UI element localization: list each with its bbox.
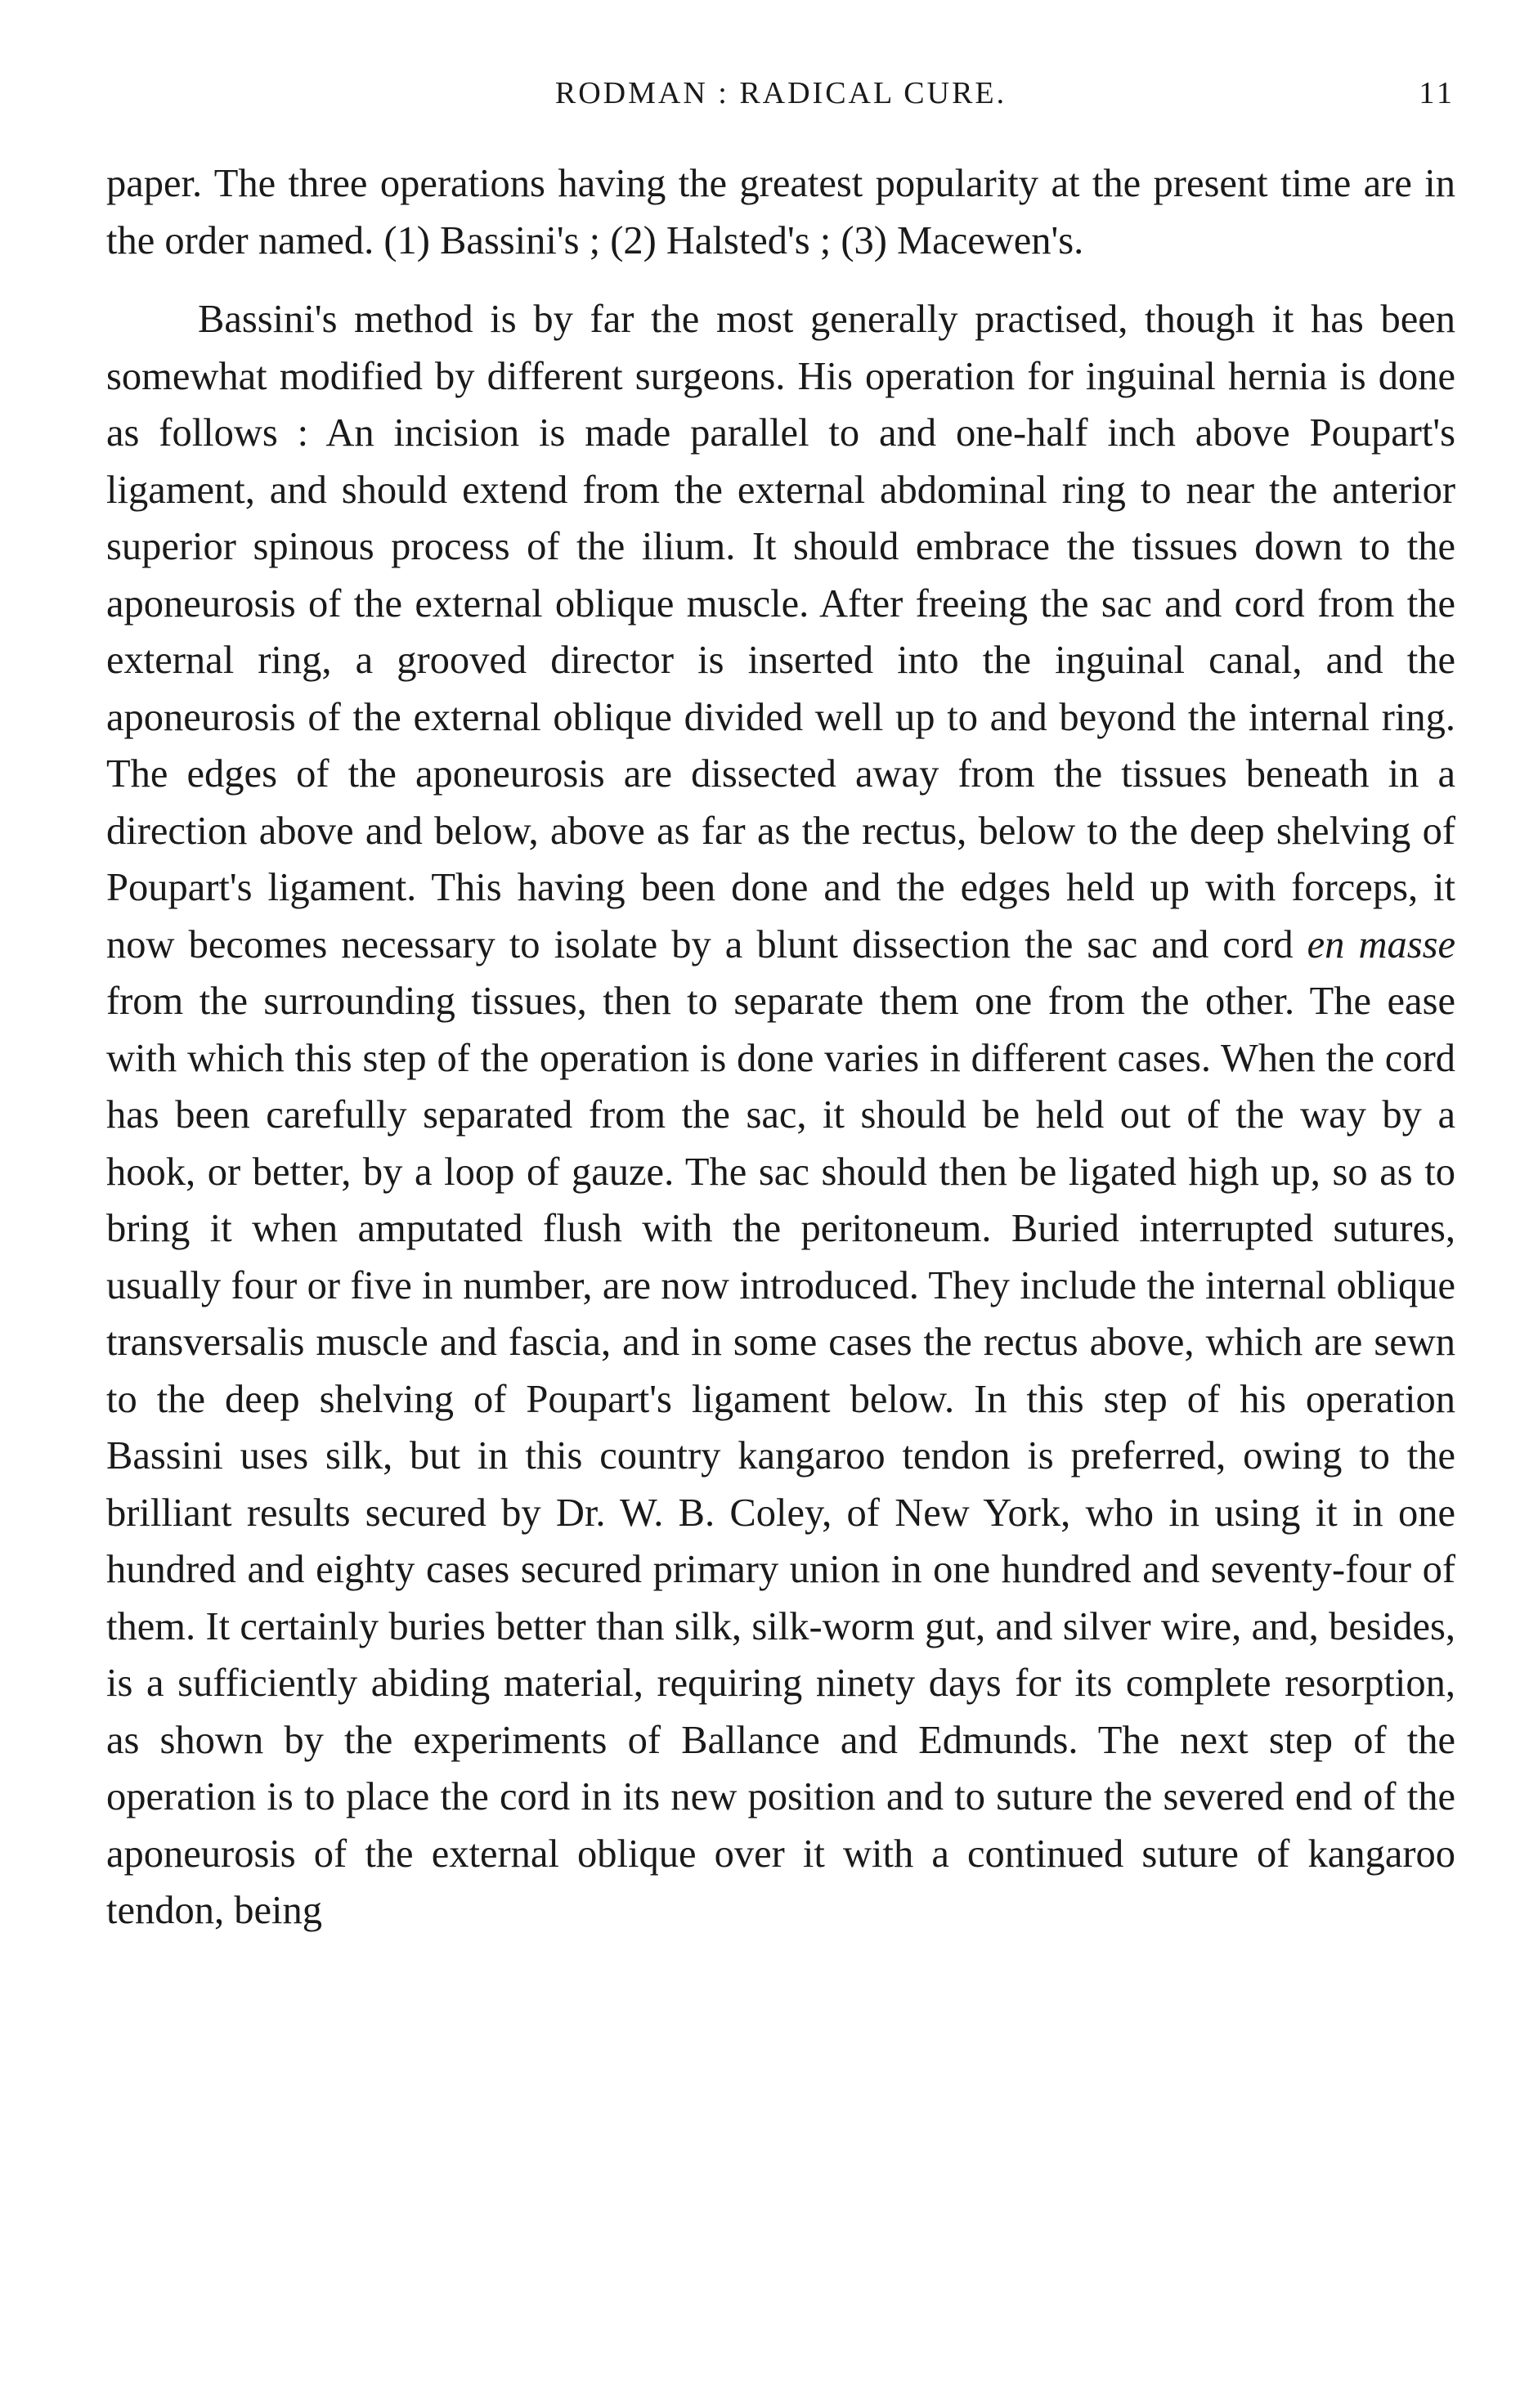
paragraph-2-text-end: from the surrounding tissues, then to separate them one from the other. The ease with which this step of the operation is done varies in different cases. When the cord has been carefully separated from the sac, it should be held out of the way by a hook, or better, by a loop of gauze. The sac should then be ligated high up, so as to bring it when amputated flush with the peritoneum. Buried interrupted sutures, usually four or five in number, are now introduced. They include the internal oblique transversalis muscle and fascia, and in some cases the rectus above, which are sewn to the deep shelving of Poupart's ligament below. In this step of his operation Bassini uses silk, but in this country kangaroo tendon is preferred, owing to the brilliant results secured by Dr. W. B. Coley, of New York, who in using it in one hundred and eighty cases secured primary union in one hundred and seventy-four of them. It certainly buries better than silk, silk-worm gut, and silver wire, and, besides, is a sufficiently abiding material, requiring ninety days for its complete resorption, as shown by the experiments of Ballance and Edmunds. The next step of the operation is to place the cord in its new position and to suture the severed end of the aponeurosis of the external oblique over it with a continued suture of kangaroo tendon, being xyxy=(106,980,1455,1932)
paragraph-bassini-method xyxy=(106,291,1455,1939)
paragraph-continuation xyxy=(106,155,1455,269)
page-header xyxy=(106,75,1455,124)
paragraph-2-text-start: Bassini's method is by far the most generally practised, though it has been somewhat modified by different surgeons. His operation for inguinal hernia is done as follows : An incision is made parallel to and one-half inch above Poupart's ligament, and should extend from the external abdominal ring to near the anterior superior spinous process of the ilium. It should embrace the tissues down to the aponeurosis of the external oblique muscle. After freeing the sac and cord from the external ring, a grooved director is inserted into the inguinal canal, and the aponeurosis of the external oblique divided well up to and beyond the internal ring. The edges of the aponeurosis are dissected away from the tissues beneath in a direction above and below, above as far as the rectus, below to the deep shelving of Poupart's ligament. This having been done and the edges held up with forceps, it now becomes necessary to isolate by a blunt dissection the sac and cord xyxy=(106,298,1455,966)
running-head: RODMAN : RADICAL CURE. xyxy=(554,76,1007,110)
paragraph-1-text: paper. The three operations having the greatest popularity at the present time are in the order named. (1) Bassini's ; (2) Halsted's ; (3) Macewen's. xyxy=(106,162,1455,262)
body-text xyxy=(106,155,1455,1939)
italic-phrase: en masse xyxy=(1307,922,1456,966)
page-number: 11 xyxy=(1419,76,1455,110)
